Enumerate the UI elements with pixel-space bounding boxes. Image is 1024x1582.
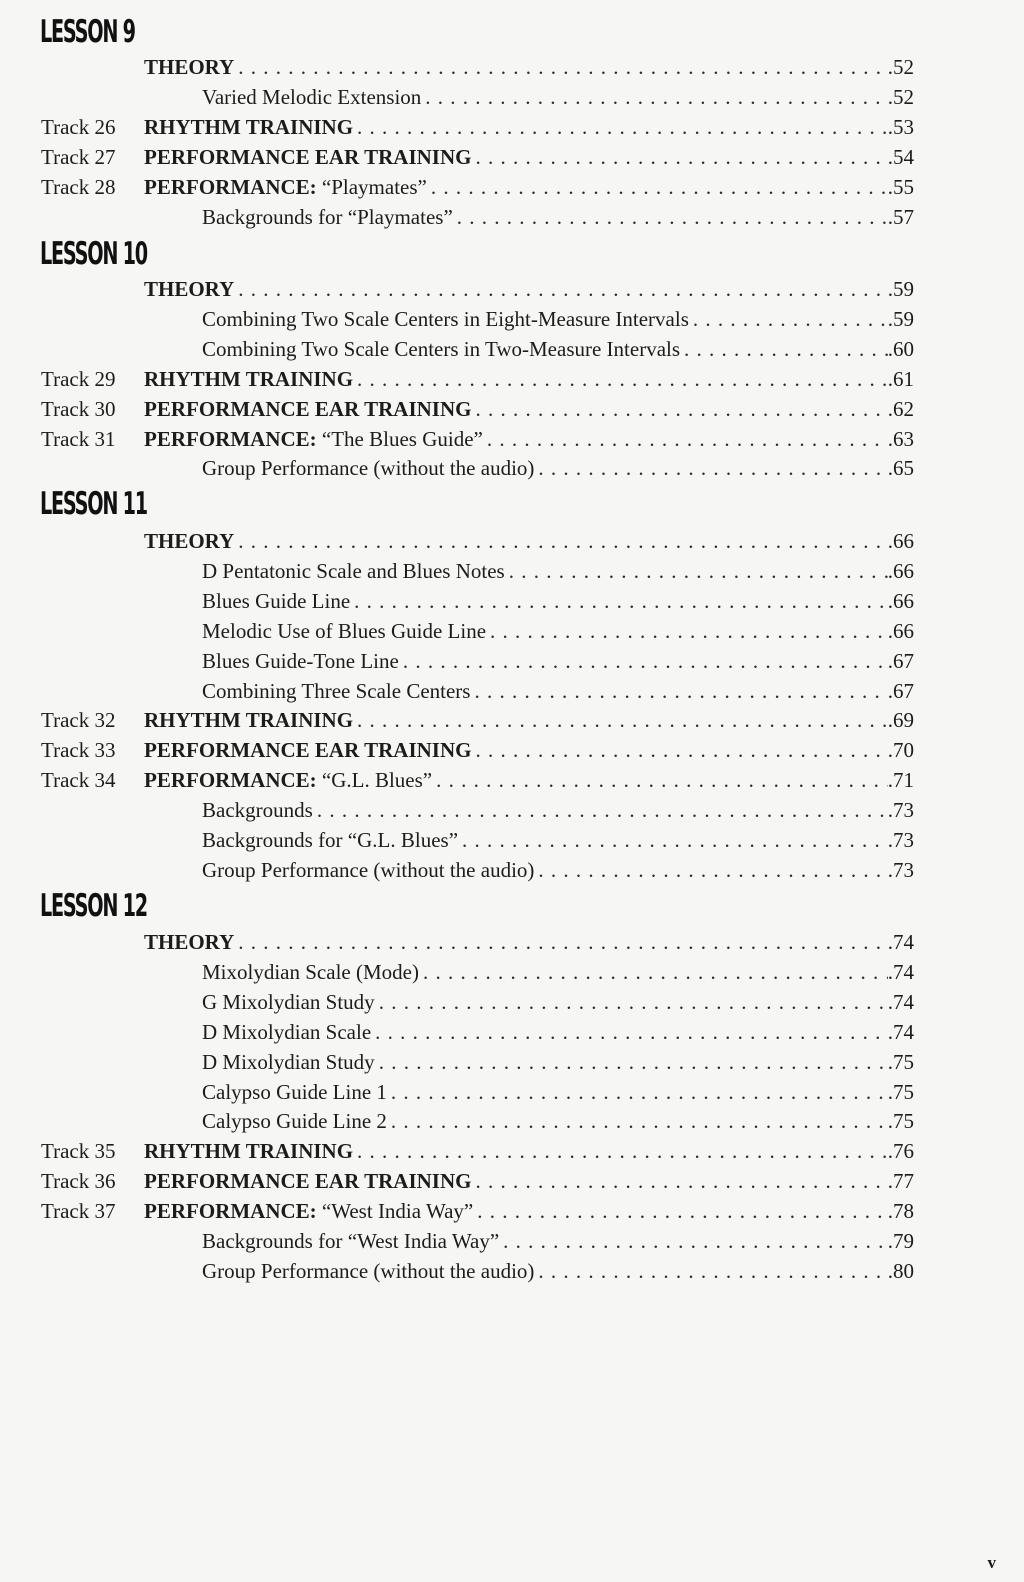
entry-title (144, 705, 353, 735)
section-label: PERFORMANCE EAR TRAINING (144, 145, 472, 169)
entry-title (144, 52, 234, 82)
page-number: .74 (887, 960, 914, 984)
toc-entry (0, 765, 1024, 795)
entry-title (144, 274, 234, 304)
entry-title (202, 334, 680, 364)
entry-title (144, 112, 353, 142)
entry-title (202, 82, 421, 112)
dot-leader (353, 364, 888, 394)
entry-text: Melodic Use of Blues Guide Line (202, 619, 487, 643)
page-number: .75 (887, 1080, 914, 1104)
entry-text: Combining Two Scale Centers in Eight-Measure Intervals (202, 307, 689, 331)
entry-line (144, 705, 914, 735)
entry-line (144, 1196, 914, 1226)
page-number: .78 (887, 1199, 914, 1223)
toc-entry (0, 82, 1024, 112)
entry-line (202, 987, 914, 1017)
entry-line (202, 825, 914, 855)
toc-entry (0, 334, 1024, 364)
entry-line (202, 1256, 914, 1286)
toc-entry (0, 453, 1024, 483)
page-number: .52 (887, 85, 914, 109)
page-number: .67 (887, 679, 914, 703)
entry-line (144, 112, 914, 142)
page-number: .74 (887, 1020, 914, 1044)
dot-leader (234, 52, 887, 82)
entry-line (202, 646, 914, 676)
dot-leader (353, 1136, 888, 1166)
page-number: .52 (887, 55, 914, 79)
entry-text: Backgrounds (202, 798, 313, 822)
toc-entry (0, 795, 1024, 825)
entry-title (202, 855, 534, 885)
entry-text: Calypso Guide Line 1 (202, 1080, 387, 1104)
page-number: .73 (887, 828, 914, 852)
entry-line (144, 765, 914, 795)
entry-line (144, 1166, 914, 1196)
dot-leader (534, 1256, 887, 1286)
page-number: .74 (887, 990, 914, 1014)
entry-title (202, 1077, 387, 1107)
section-label: PERFORMANCE EAR TRAINING (144, 738, 472, 762)
page-number: .77 (887, 1169, 914, 1193)
dot-leader (375, 987, 888, 1017)
entry-title (202, 1017, 371, 1047)
entry-title (144, 364, 353, 394)
entry-line (202, 957, 914, 987)
dot-leader (534, 855, 887, 885)
entry-text: D Mixolydian Scale (202, 1020, 372, 1044)
entry-text: Group Performance (without the audio) (202, 456, 535, 480)
dot-leader (421, 82, 887, 112)
page-number: .65 (887, 456, 914, 480)
dot-leader (427, 172, 888, 202)
track-number: Track 36 (41, 1169, 116, 1193)
entry-text: Combining Three Scale Centers (202, 679, 471, 703)
entry-text: Varied Melodic Extension (202, 85, 422, 109)
toc-entry (0, 927, 1024, 957)
toc-entry (0, 586, 1024, 616)
dot-leader (470, 676, 887, 706)
entry-line (202, 616, 914, 646)
page-number: .76 (887, 1139, 914, 1163)
dot-leader (387, 1077, 888, 1107)
entry-text: Backgrounds for “G.L. Blues” (202, 828, 459, 852)
entry-title (144, 394, 471, 424)
entry-line (202, 453, 914, 483)
dot-leader (471, 1166, 887, 1196)
entry-text: Combining Two Scale Centers in Two-Measure Intervals (202, 337, 681, 361)
toc-entry (0, 172, 1024, 202)
entry-line (144, 52, 914, 82)
entry-title (202, 1256, 534, 1286)
entry-line (202, 1226, 914, 1256)
entry-line (144, 526, 914, 556)
entry-text: D Mixolydian Study (202, 1050, 375, 1074)
page-number: .62 (887, 397, 914, 421)
track-number: Track 27 (41, 145, 116, 169)
page-number: .73 (887, 798, 914, 822)
entry-line (202, 676, 914, 706)
entry-title (202, 795, 313, 825)
toc-entry (0, 957, 1024, 987)
toc-entry (0, 1077, 1024, 1107)
dot-leader (313, 795, 888, 825)
entry-line (202, 1017, 914, 1047)
section-label: PERFORMANCE EAR TRAINING (144, 397, 472, 421)
entry-title (144, 927, 234, 957)
entry-title (202, 825, 458, 855)
section-label: PERFORMANCE: (144, 1199, 317, 1223)
lesson-heading: LESSON 12 (40, 888, 147, 924)
toc-entry (0, 646, 1024, 676)
entry-title (144, 172, 427, 202)
track-number: Track 28 (41, 175, 116, 199)
entry-title (202, 1226, 499, 1256)
section-label: THEORY (144, 930, 235, 954)
page-number: .79 (887, 1229, 914, 1253)
entry-text: Group Performance (without the audio) (202, 858, 535, 882)
entry-title (144, 1166, 471, 1196)
entry-title (202, 1106, 387, 1136)
dot-leader (353, 705, 888, 735)
dot-leader (473, 1196, 888, 1226)
page-number: .57 (887, 205, 914, 229)
dot-leader (399, 646, 888, 676)
entry-text: “The Blues Guide” (316, 427, 483, 451)
entry-text: Group Performance (without the audio) (202, 1259, 535, 1283)
toc-entry (0, 112, 1024, 142)
track-number: Track 33 (41, 738, 116, 762)
page-number: .67 (887, 649, 914, 673)
section-label: RHYTHM TRAINING (144, 1139, 354, 1163)
entry-line (202, 556, 914, 586)
entry-line (202, 795, 914, 825)
toc-entry (0, 616, 1024, 646)
page-number: .66 (887, 619, 914, 643)
page-number: .60 (887, 337, 914, 361)
page-number: .53 (887, 115, 914, 139)
page-number: .80 (887, 1259, 914, 1283)
entry-text: G Mixolydian Study (202, 990, 375, 1014)
entry-text: Blues Guide Line (202, 589, 351, 613)
section-label: THEORY (144, 277, 235, 301)
section-label: PERFORMANCE: (144, 175, 317, 199)
entry-line (202, 855, 914, 885)
dot-leader (234, 526, 887, 556)
section-label: RHYTHM TRAINING (144, 115, 354, 139)
dot-leader (471, 394, 887, 424)
dot-leader (483, 424, 888, 454)
entry-title (202, 646, 399, 676)
entry-title (144, 1196, 473, 1226)
toc-entry (0, 526, 1024, 556)
section-label: THEORY (144, 529, 235, 553)
lesson-heading: LESSON 9 (40, 14, 135, 50)
entry-title (202, 202, 453, 232)
section-label: PERFORMANCE EAR TRAINING (144, 1169, 472, 1193)
page-number: .75 (887, 1050, 914, 1074)
toc-entry (0, 424, 1024, 454)
dot-leader (680, 334, 888, 364)
page-number: .69 (887, 708, 914, 732)
track-number: Track 32 (41, 708, 116, 732)
entry-line (144, 142, 914, 172)
entry-title (144, 735, 471, 765)
entry-line (202, 202, 914, 232)
dot-leader (432, 765, 888, 795)
track-number: Track 31 (41, 427, 116, 451)
page-number: .59 (887, 277, 914, 301)
entry-title (202, 556, 505, 586)
entry-line (202, 304, 914, 334)
entry-line (144, 927, 914, 957)
track-number: Track 29 (41, 367, 116, 391)
entry-line (144, 394, 914, 424)
dot-leader (499, 1226, 888, 1256)
toc-entry (0, 987, 1024, 1017)
entry-line (202, 334, 914, 364)
entry-line (202, 586, 914, 616)
track-number: Track 26 (41, 115, 116, 139)
entry-title (202, 304, 689, 334)
entry-title (202, 987, 375, 1017)
dot-leader (689, 304, 888, 334)
entry-title (202, 453, 534, 483)
page-number: .59 (887, 307, 914, 331)
toc-entry (0, 705, 1024, 735)
page-number: .70 (887, 738, 914, 762)
toc-entry (0, 1047, 1024, 1077)
page-number: .66 (887, 559, 914, 583)
page-number: .63 (887, 427, 914, 451)
page-number: .71 (887, 768, 914, 792)
dot-leader (350, 586, 888, 616)
toc-entry (0, 1106, 1024, 1136)
track-number: Track 34 (41, 768, 116, 792)
dot-leader (505, 556, 888, 586)
page-number: .55 (887, 175, 914, 199)
entry-text: Calypso Guide Line 2 (202, 1109, 387, 1133)
page-number: .54 (887, 145, 914, 169)
section-label: RHYTHM TRAINING (144, 708, 354, 732)
dot-leader (471, 735, 887, 765)
toc-entry (0, 556, 1024, 586)
toc-entry (0, 364, 1024, 394)
entry-text: “G.L. Blues” (316, 768, 433, 792)
dot-leader (534, 453, 887, 483)
toc-entry (0, 304, 1024, 334)
toc-entry (0, 1136, 1024, 1166)
toc-entry (0, 202, 1024, 232)
section-label: THEORY (144, 55, 235, 79)
toc-entry (0, 855, 1024, 885)
entry-line (202, 82, 914, 112)
entry-title (202, 586, 350, 616)
dot-leader (486, 616, 888, 646)
entry-line (202, 1047, 914, 1077)
toc-entry (0, 825, 1024, 855)
entry-title (144, 765, 432, 795)
page-number: .74 (887, 930, 914, 954)
dot-leader (234, 927, 887, 957)
toc-entry (0, 735, 1024, 765)
dot-leader (375, 1047, 888, 1077)
entry-text: Blues Guide-Tone Line (202, 649, 399, 673)
entry-line (144, 1136, 914, 1166)
track-number: Track 35 (41, 1139, 116, 1163)
entry-line (202, 1106, 914, 1136)
entry-title (144, 424, 483, 454)
entry-title (202, 1047, 375, 1077)
toc-entry (0, 52, 1024, 82)
entry-title (144, 1136, 353, 1166)
toc-entry (0, 1166, 1024, 1196)
entry-text: “West India Way” (316, 1199, 474, 1223)
entry-line (144, 735, 914, 765)
page-number: .75 (887, 1109, 914, 1133)
page-number: .61 (887, 367, 914, 391)
lesson-heading: LESSON 11 (40, 486, 147, 522)
toc-entry (0, 1196, 1024, 1226)
page-number: .73 (887, 858, 914, 882)
entry-title (202, 616, 486, 646)
dot-leader (353, 112, 888, 142)
entry-text: Backgrounds for “Playmates” (202, 205, 453, 229)
entry-text: “Playmates” (316, 175, 427, 199)
toc-entry (0, 1226, 1024, 1256)
dot-leader (453, 202, 888, 232)
toc-entry (0, 394, 1024, 424)
toc-entry (0, 274, 1024, 304)
page-number: .66 (887, 529, 914, 553)
page-number: .66 (887, 589, 914, 613)
track-number: Track 30 (41, 397, 116, 421)
dot-leader (371, 1017, 888, 1047)
entry-title (144, 526, 234, 556)
dot-leader (458, 825, 888, 855)
entry-line (144, 424, 914, 454)
entry-line (202, 1077, 914, 1107)
page-folio: v (987, 1553, 996, 1572)
entry-text: D Pentatonic Scale and Blues Notes (202, 559, 505, 583)
dot-leader (234, 274, 887, 304)
entry-title (202, 957, 419, 987)
entry-text: Mixolydian Scale (Mode) (202, 960, 419, 984)
dot-leader (419, 957, 888, 987)
entry-title (144, 142, 471, 172)
entry-line (144, 172, 914, 202)
section-label: PERFORMANCE: (144, 768, 317, 792)
entry-line (144, 364, 914, 394)
dot-leader (387, 1106, 888, 1136)
dot-leader (471, 142, 887, 172)
section-label: PERFORMANCE: (144, 427, 317, 451)
toc-entry (0, 1256, 1024, 1286)
track-number: Track 37 (41, 1199, 116, 1223)
toc-entry (0, 1017, 1024, 1047)
toc-entry (0, 142, 1024, 172)
entry-line (144, 274, 914, 304)
section-label: RHYTHM TRAINING (144, 367, 354, 391)
lesson-heading: LESSON 10 (40, 236, 147, 272)
entry-title (202, 676, 470, 706)
toc-entry (0, 676, 1024, 706)
entry-text: Backgrounds for “West India Way” (202, 1229, 500, 1253)
